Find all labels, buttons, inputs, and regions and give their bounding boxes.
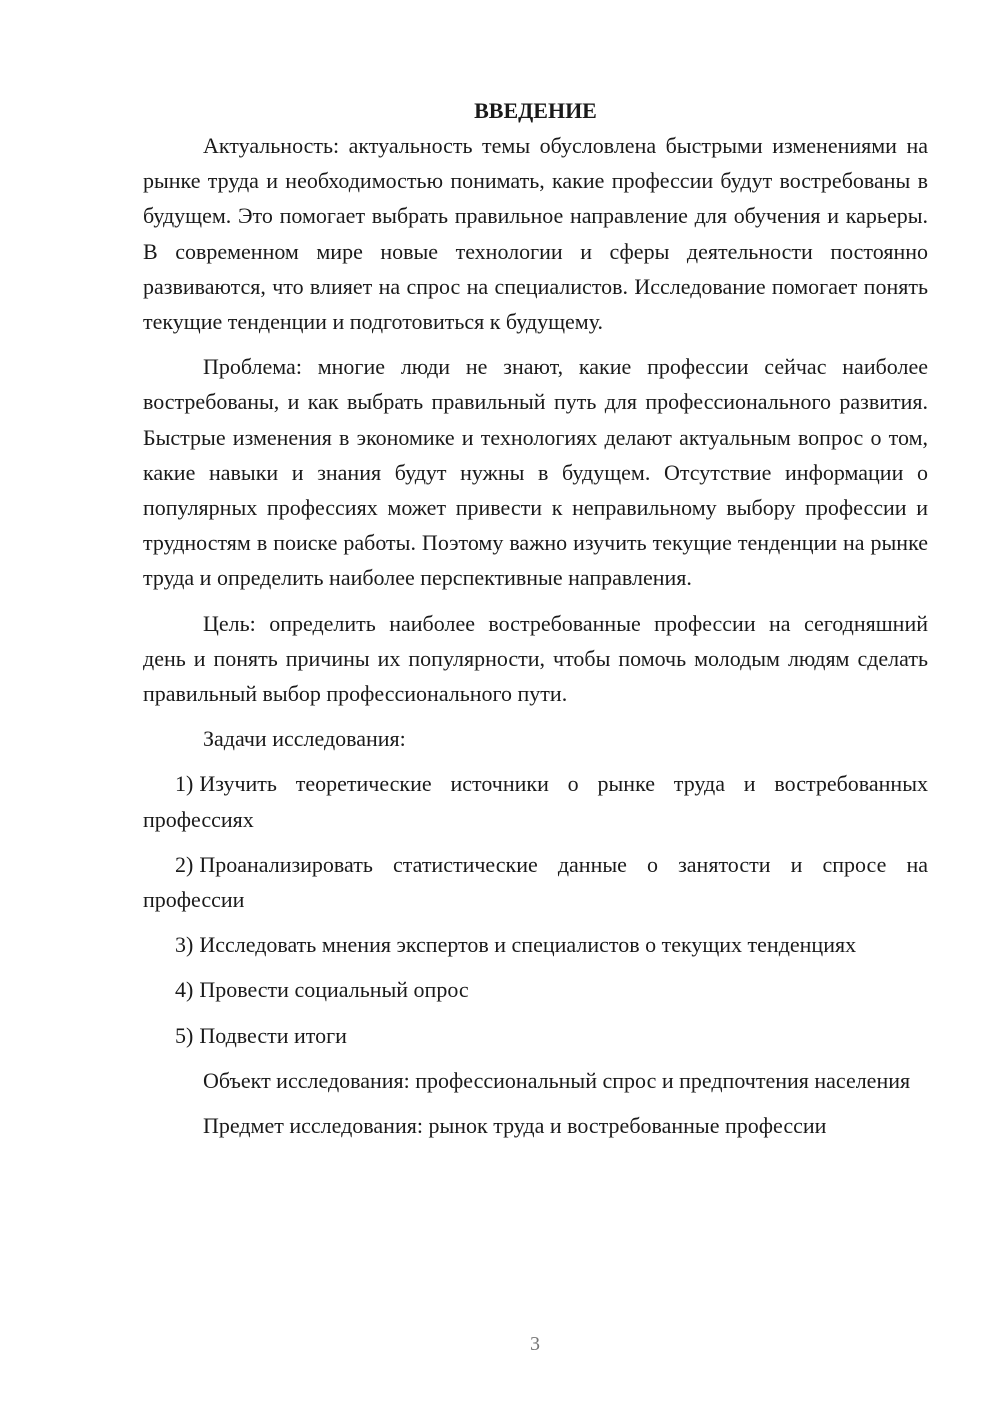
- task-number: 4): [175, 977, 194, 1003]
- page-number: 3: [530, 1333, 540, 1355]
- task-item: [143, 766, 928, 836]
- task-number: 1): [175, 771, 194, 797]
- problem-paragraph: Проблема: многие люди не знают, какие профессии сейчас наиболее востребованы, и как выбрать правильный путь для профессионального развития. Быстрые изменения в экономике и технологиях делают актуальным вопрос о том, какие навыки и знания будут нужны в будущем. Отсутствие информации о популярных профессиях может привести к неправильному выбору профессии и трудностям в поиске работы. Поэтому важно изучить текущие тенденции на рынке труда и определить наиболее перспективные направления.: [143, 354, 928, 591]
- task-text: Исследовать мнения экспертов и специалистов о текущих тенденциях: [199, 932, 857, 958]
- document-body: [143, 93, 928, 1153]
- task-item: [143, 972, 928, 1007]
- task-item: [143, 1018, 928, 1053]
- task-item: [143, 927, 928, 962]
- relevance-paragraph: Актуальность: актуальность темы обусловлена быстрыми изменениями на рынке труда и необходимостью понимать, какие профессии будут востребованы в будущем. Это помогает выбрать правильное направление для обучения и карьеры. В современном мире новые технологии и сферы деятельности постоянно развиваются, что влияет на спрос на специалистов. Исследование помогает понять текущие тенденции и подготовиться к будущему.: [143, 133, 928, 335]
- task-text: Проанализировать статистические данные о занятости и спросе на профессии: [143, 851, 928, 913]
- object-paragraph: Объект исследования: профессиональный спрос и предпочтения населения: [203, 1067, 911, 1093]
- task-text: Провести социальный опрос: [199, 977, 469, 1003]
- task-number: 5): [175, 1022, 194, 1048]
- tasks-heading: Задачи исследования:: [203, 726, 406, 752]
- task-number: 3): [175, 932, 194, 958]
- section-title: ВВЕДЕНИЕ: [474, 98, 597, 123]
- goal-paragraph: Цель: определить наиболее востребованные профессии на сегодняшний день и понять причины их популярности, чтобы помочь молодым людям сделать правильный выбор профессионального пути.: [143, 610, 928, 707]
- task-number: 2): [175, 851, 194, 877]
- task-text: Подвести итоги: [199, 1022, 347, 1048]
- tasks-list: [143, 766, 928, 1052]
- subject-paragraph: Предмет исследования: рынок труда и востребованные профессии: [203, 1113, 827, 1139]
- task-item: [143, 847, 928, 917]
- task-text: Изучить теоретические источники о рынке труда и востребованных профессиях: [143, 771, 928, 832]
